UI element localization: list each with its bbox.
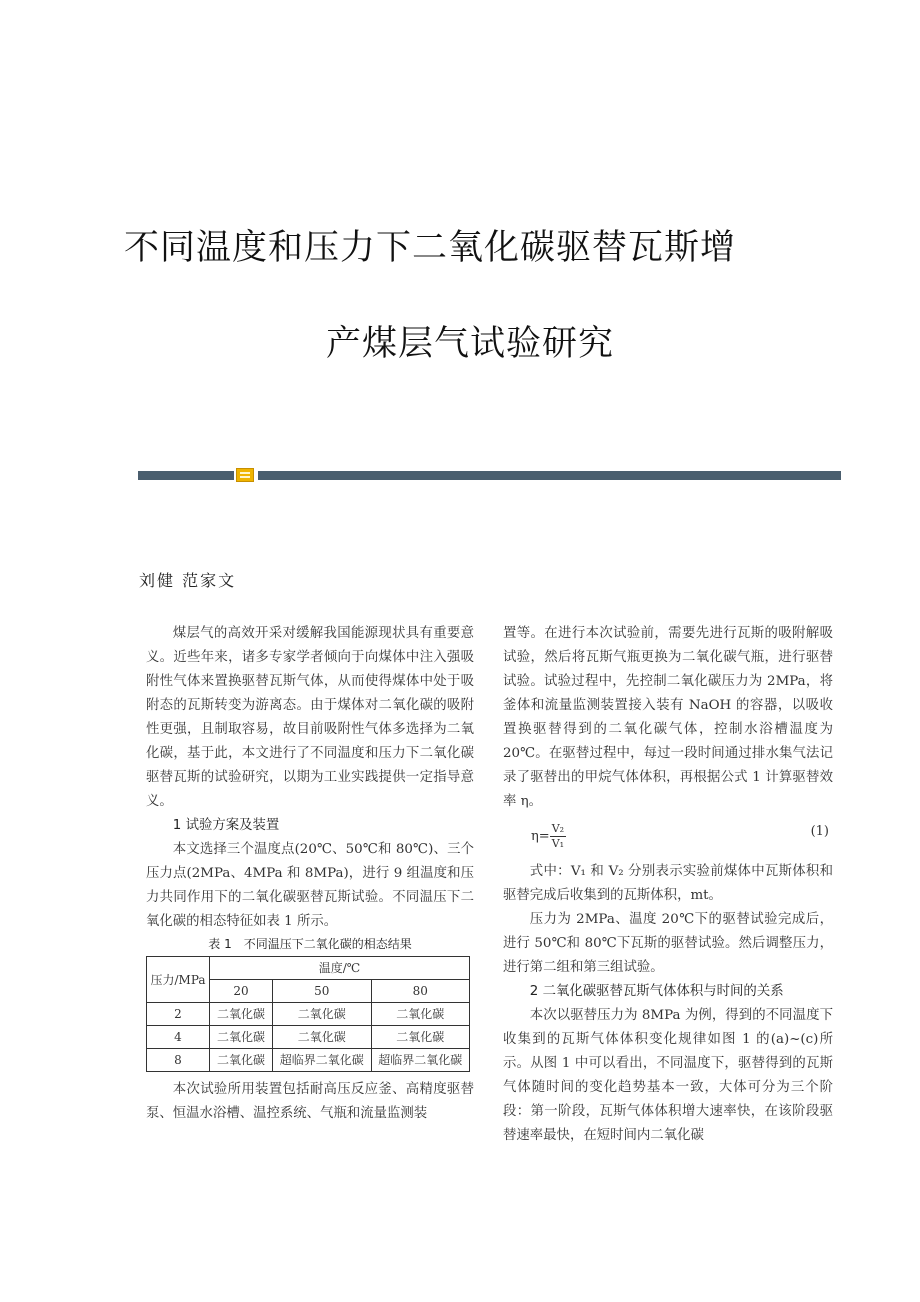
table-row xyxy=(147,1003,470,1026)
table-cell: 超临界二氧化碳 xyxy=(371,1049,470,1072)
table-1-caption: 表 1 不同温压下二氧化碳的相态结果 xyxy=(208,937,412,951)
intro-paragraph: 煤层气的高效开采对缓解我国能源现状具有重要意义。近些年来，诸多专家学者倾向于向煤体中注入强吸附性气体来置换驱替瓦斯气体，从而使得煤体中处于吸附态的瓦斯转变为游离态。由于煤体对二氧化碳的吸附性更强，且制取容易，故目前吸附性气体多选择为二氧化碳，基于此，本文进行了不同温度和压力下二氧化碳驱替瓦斯的试验研究，以期为工业实践提供一定指导意义。 xyxy=(146,626,474,809)
table-temperature-cell: 20 xyxy=(210,980,273,1003)
decorative-rule-right xyxy=(258,471,841,480)
formula-denominator: V₁ xyxy=(551,837,565,850)
formula-lhs: η= xyxy=(531,829,550,844)
table-cell: 二氧化碳 xyxy=(210,1026,273,1049)
table-temperature-header: 温度/℃ xyxy=(210,957,470,980)
equipment-paragraph: 本次试验所用装置包括耐高压反应釜、高精度驱替泵、恒温水浴槽、温控系统、气瓶和流量监测装 xyxy=(146,1082,474,1121)
table-row-header: 压力/MPa xyxy=(147,957,210,1003)
formula-fraction xyxy=(550,822,566,851)
phase-state-table xyxy=(146,956,470,1072)
procedure-paragraph: 压力为 2MPa、温度 20℃下的驱替试验完成后，进行 50℃和 80℃下瓦斯的驱替试验。然后调整压力，进行第二组和第三组试验。 xyxy=(503,912,833,975)
formula-numerator: V₂ xyxy=(551,822,565,835)
section-1-paragraph: 本文选择三个温度点(20℃、50℃和 80℃)、三个压力点(2MPa、4MPa 和 8MPa)，进行 9 组温度和压力共同作用下的二氧化碳驱替瓦斯试验。不同温压下二氧化碳的相态特征如表 1 所示。 xyxy=(146,842,474,929)
section-2-heading: 2 二氧化碳驱替瓦斯气体体积与时间的关系 xyxy=(529,984,784,999)
formula-note: 式中：V₁ 和 V₂ 分别表示实验前煤体中瓦斯体积和驱替完成后收集到的瓦斯体积，mt。 xyxy=(503,864,833,903)
author-list: 刘健 范家文 xyxy=(139,571,237,590)
section-2-paragraph: 本次以驱替压力为 8MPa 为例，得到的不同温度下收集到的瓦斯气体体积变化规律如图 1 的(a)~(c)所示。从图 1 中可以看出，不同温度下，驱替得到的瓦斯气体随时间的变化趋势基本一致，大体可分为三个阶段：第一阶段，瓦斯气体体积增大速率快，在该阶段驱替速率最快，在短时间内二氧化碳 xyxy=(503,1008,833,1143)
table-cell: 超临界二氧化碳 xyxy=(273,1049,372,1072)
left-column xyxy=(146,622,474,1126)
table-cell: 二氧化碳 xyxy=(210,1003,273,1026)
table-cell: 二氧化碳 xyxy=(273,1003,372,1026)
right-column xyxy=(503,622,833,1148)
section-1-heading: 1 试验方案及装置 xyxy=(172,818,280,833)
table-row xyxy=(147,1026,470,1049)
formula-number: (1) xyxy=(810,824,829,839)
table-pressure-cell: 4 xyxy=(147,1026,210,1049)
table-temperature-cell: 80 xyxy=(371,980,470,1003)
divider-marker-icon xyxy=(236,468,254,482)
table-cell: 二氧化碳 xyxy=(371,1026,470,1049)
paper-title-line-1: 不同温度和压力下二氧化碳驱替瓦斯增 xyxy=(123,228,736,268)
table-cell: 二氧化碳 xyxy=(371,1003,470,1026)
paper-title-line-2: 产煤层气试验研究 xyxy=(325,324,614,364)
table-temperature-cell: 50 xyxy=(273,980,372,1003)
continued-paragraph: 置等。在进行本次试验前，需要先进行瓦斯的吸附解吸试验，然后将瓦斯气瓶更换为二氧化碳气瓶，进行驱替试验。试验过程中，先控制二氧化碳压力为 2MPa，将釜体和流量监测装置接入装有 NaOH 的容器，以吸收置换驱替得到的二氧化碳气体，控制水浴槽温度为 20℃。在驱替过程中，每过一段时间通过排水集气法记录了驱替出的甲烷气体体积，再根据公式 1 计算驱替效率 η。 xyxy=(503,626,833,809)
decorative-rule-left xyxy=(138,471,234,480)
table-pressure-cell: 8 xyxy=(147,1049,210,1072)
formula-1 xyxy=(503,814,833,860)
table-pressure-cell: 2 xyxy=(147,1003,210,1026)
table-cell: 二氧化碳 xyxy=(273,1026,372,1049)
table-cell: 二氧化碳 xyxy=(210,1049,273,1072)
table-row xyxy=(147,1049,470,1072)
